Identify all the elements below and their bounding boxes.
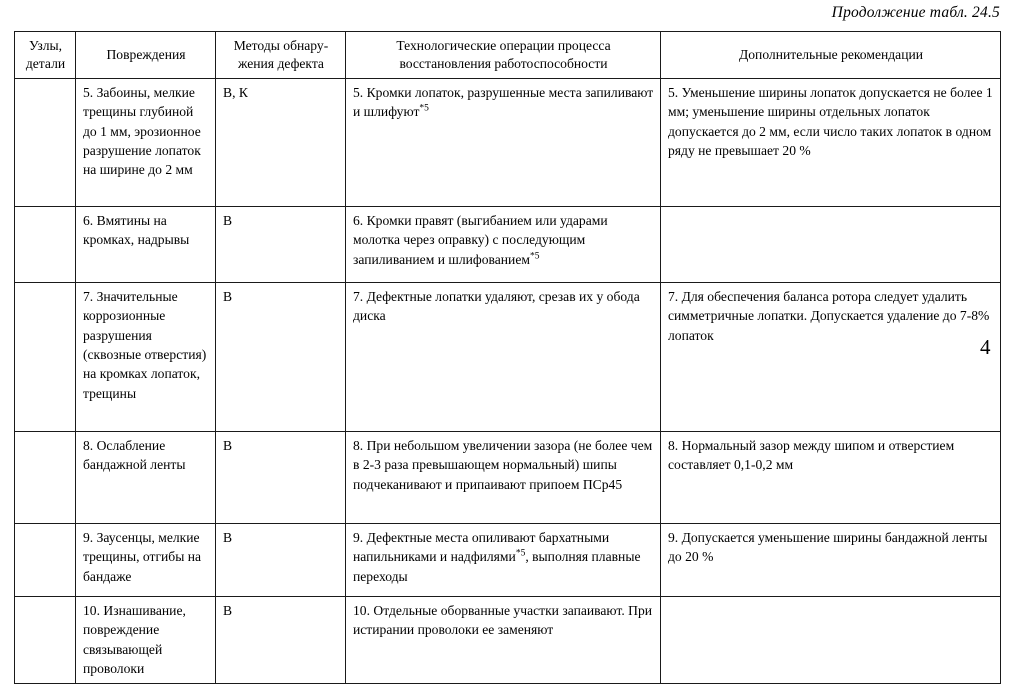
operations-text: 5. Кромки лопаток, разрушенные места запиливают и шлифуют [353, 85, 654, 120]
cell-damage: 6. Вмятины на кромках, надрывы [76, 207, 216, 283]
column-header-damages [76, 32, 216, 79]
column-header-operations-line2: восстановления работоспособности [399, 56, 608, 72]
cell-damage: 7. Значительные коррозионные разрушения (сквозные отверстия) на кромках лопаток, трещины [76, 283, 216, 432]
table-header-row [15, 32, 1001, 79]
column-header-operations [346, 32, 661, 79]
cell-node [15, 79, 76, 207]
cell-operations [346, 283, 661, 432]
cell-recommendations: 5. Уменьшение ширины лопаток допускается не более 1 мм; уменьшение ширины отдельных лопаток допускается до 2 мм, если число таких лопаток в одном ряду не превышает 20 % [661, 79, 1001, 207]
cell-damage: 8. Ослабление бандажной ленты [76, 432, 216, 524]
cell-node [15, 432, 76, 524]
cell-operations [346, 597, 661, 684]
operations-text: 9. Дефектные места опиливают бархатными напильниками и надфилями [353, 530, 610, 565]
column-header-operations-line1: Технологические операции процесса [396, 38, 611, 53]
cell-operations [346, 207, 661, 283]
column-header-damages-label: Повреждения [106, 47, 186, 63]
page-number: 4 [980, 335, 991, 359]
cell-detection-method: В [216, 597, 346, 684]
cell-damage: 5. Забоины, мелкие трещины глубиной до 1 мм, эрозионное разрушение лопаток на ширине до 2 мм [76, 79, 216, 207]
cell-recommendations: 7. Для обеспечения баланса ротора следует удалить симметричные лопатки. Допускается удаление до 7-8% лопаток [661, 283, 1001, 432]
cell-node [15, 283, 76, 432]
table-row [15, 432, 1001, 524]
column-header-nodes-line2: детали [25, 56, 66, 72]
cell-operations [346, 79, 661, 207]
column-header-recommendations-label: Дополнительные рекомендации [738, 47, 924, 63]
table-row [15, 524, 1001, 597]
footnote-marker: *5 [419, 103, 429, 114]
cell-recommendations: 8. Нормальный зазор между шипом и отверстием составляет 0,1-0,2 мм [661, 432, 1001, 524]
cell-detection-method: В, К [216, 79, 346, 207]
cell-operations [346, 432, 661, 524]
column-header-nodes [15, 32, 76, 79]
table-header [15, 32, 1001, 79]
cell-detection-method: В [216, 283, 346, 432]
cell-node [15, 207, 76, 283]
operations-text: 7. Дефектные лопатки удаляют, срезав их у обода диска [353, 289, 640, 324]
table-row [15, 283, 1001, 432]
cell-recommendations [661, 207, 1001, 283]
cell-node [15, 597, 76, 684]
cell-detection-method: В [216, 524, 346, 597]
operations-text: 10. Отдельные оборванные участки запаивают. При истирании проволоки ее заменяют [353, 603, 653, 638]
operations-text-tail: , выполняя плавные переходы [353, 549, 641, 584]
cell-damage: 10. Изнашивание, повреждение связывающей проволоки [76, 597, 216, 684]
footnote-marker: *5 [529, 251, 540, 262]
running-head: Продолжение табл. 24.5 [831, 4, 1000, 21]
column-header-nodes-line1: Узлы, [28, 38, 63, 53]
cell-damage: 9. Заусенцы, мелкие трещины, отгибы на бандаже [76, 524, 216, 597]
table-row [15, 597, 1001, 684]
cell-detection-method: В [216, 207, 346, 283]
column-header-detection-methods-line2: жения дефекта [238, 56, 324, 72]
table-body [15, 79, 1001, 684]
cell-node [15, 524, 76, 597]
table-row [15, 79, 1001, 207]
cell-recommendations [661, 597, 1001, 684]
cell-operations [346, 524, 661, 597]
table-row [15, 207, 1001, 283]
cell-detection-method: В [216, 432, 346, 524]
footnote-marker: *5 [515, 548, 526, 559]
table-container [14, 31, 1000, 684]
column-header-detection-methods-line1: Методы обнару- [233, 38, 329, 53]
operations-text: 8. При небольшом увеличении зазора (не более чем в 2-3 раза превышающем нормальный) шипы подчеканивают и припаивают припоем ПСр45 [353, 438, 653, 492]
column-header-recommendations [661, 32, 1001, 79]
operations-text: 6. Кромки правят (выгибанием или ударами молотка через оправку) с последующим запиливанием и шлифованием [353, 213, 608, 267]
column-header-detection-methods [216, 32, 346, 79]
cell-recommendations: 9. Допускается уменьшение ширины бандажной ленты до 20 % [661, 524, 1001, 597]
defects-table [14, 31, 1001, 684]
